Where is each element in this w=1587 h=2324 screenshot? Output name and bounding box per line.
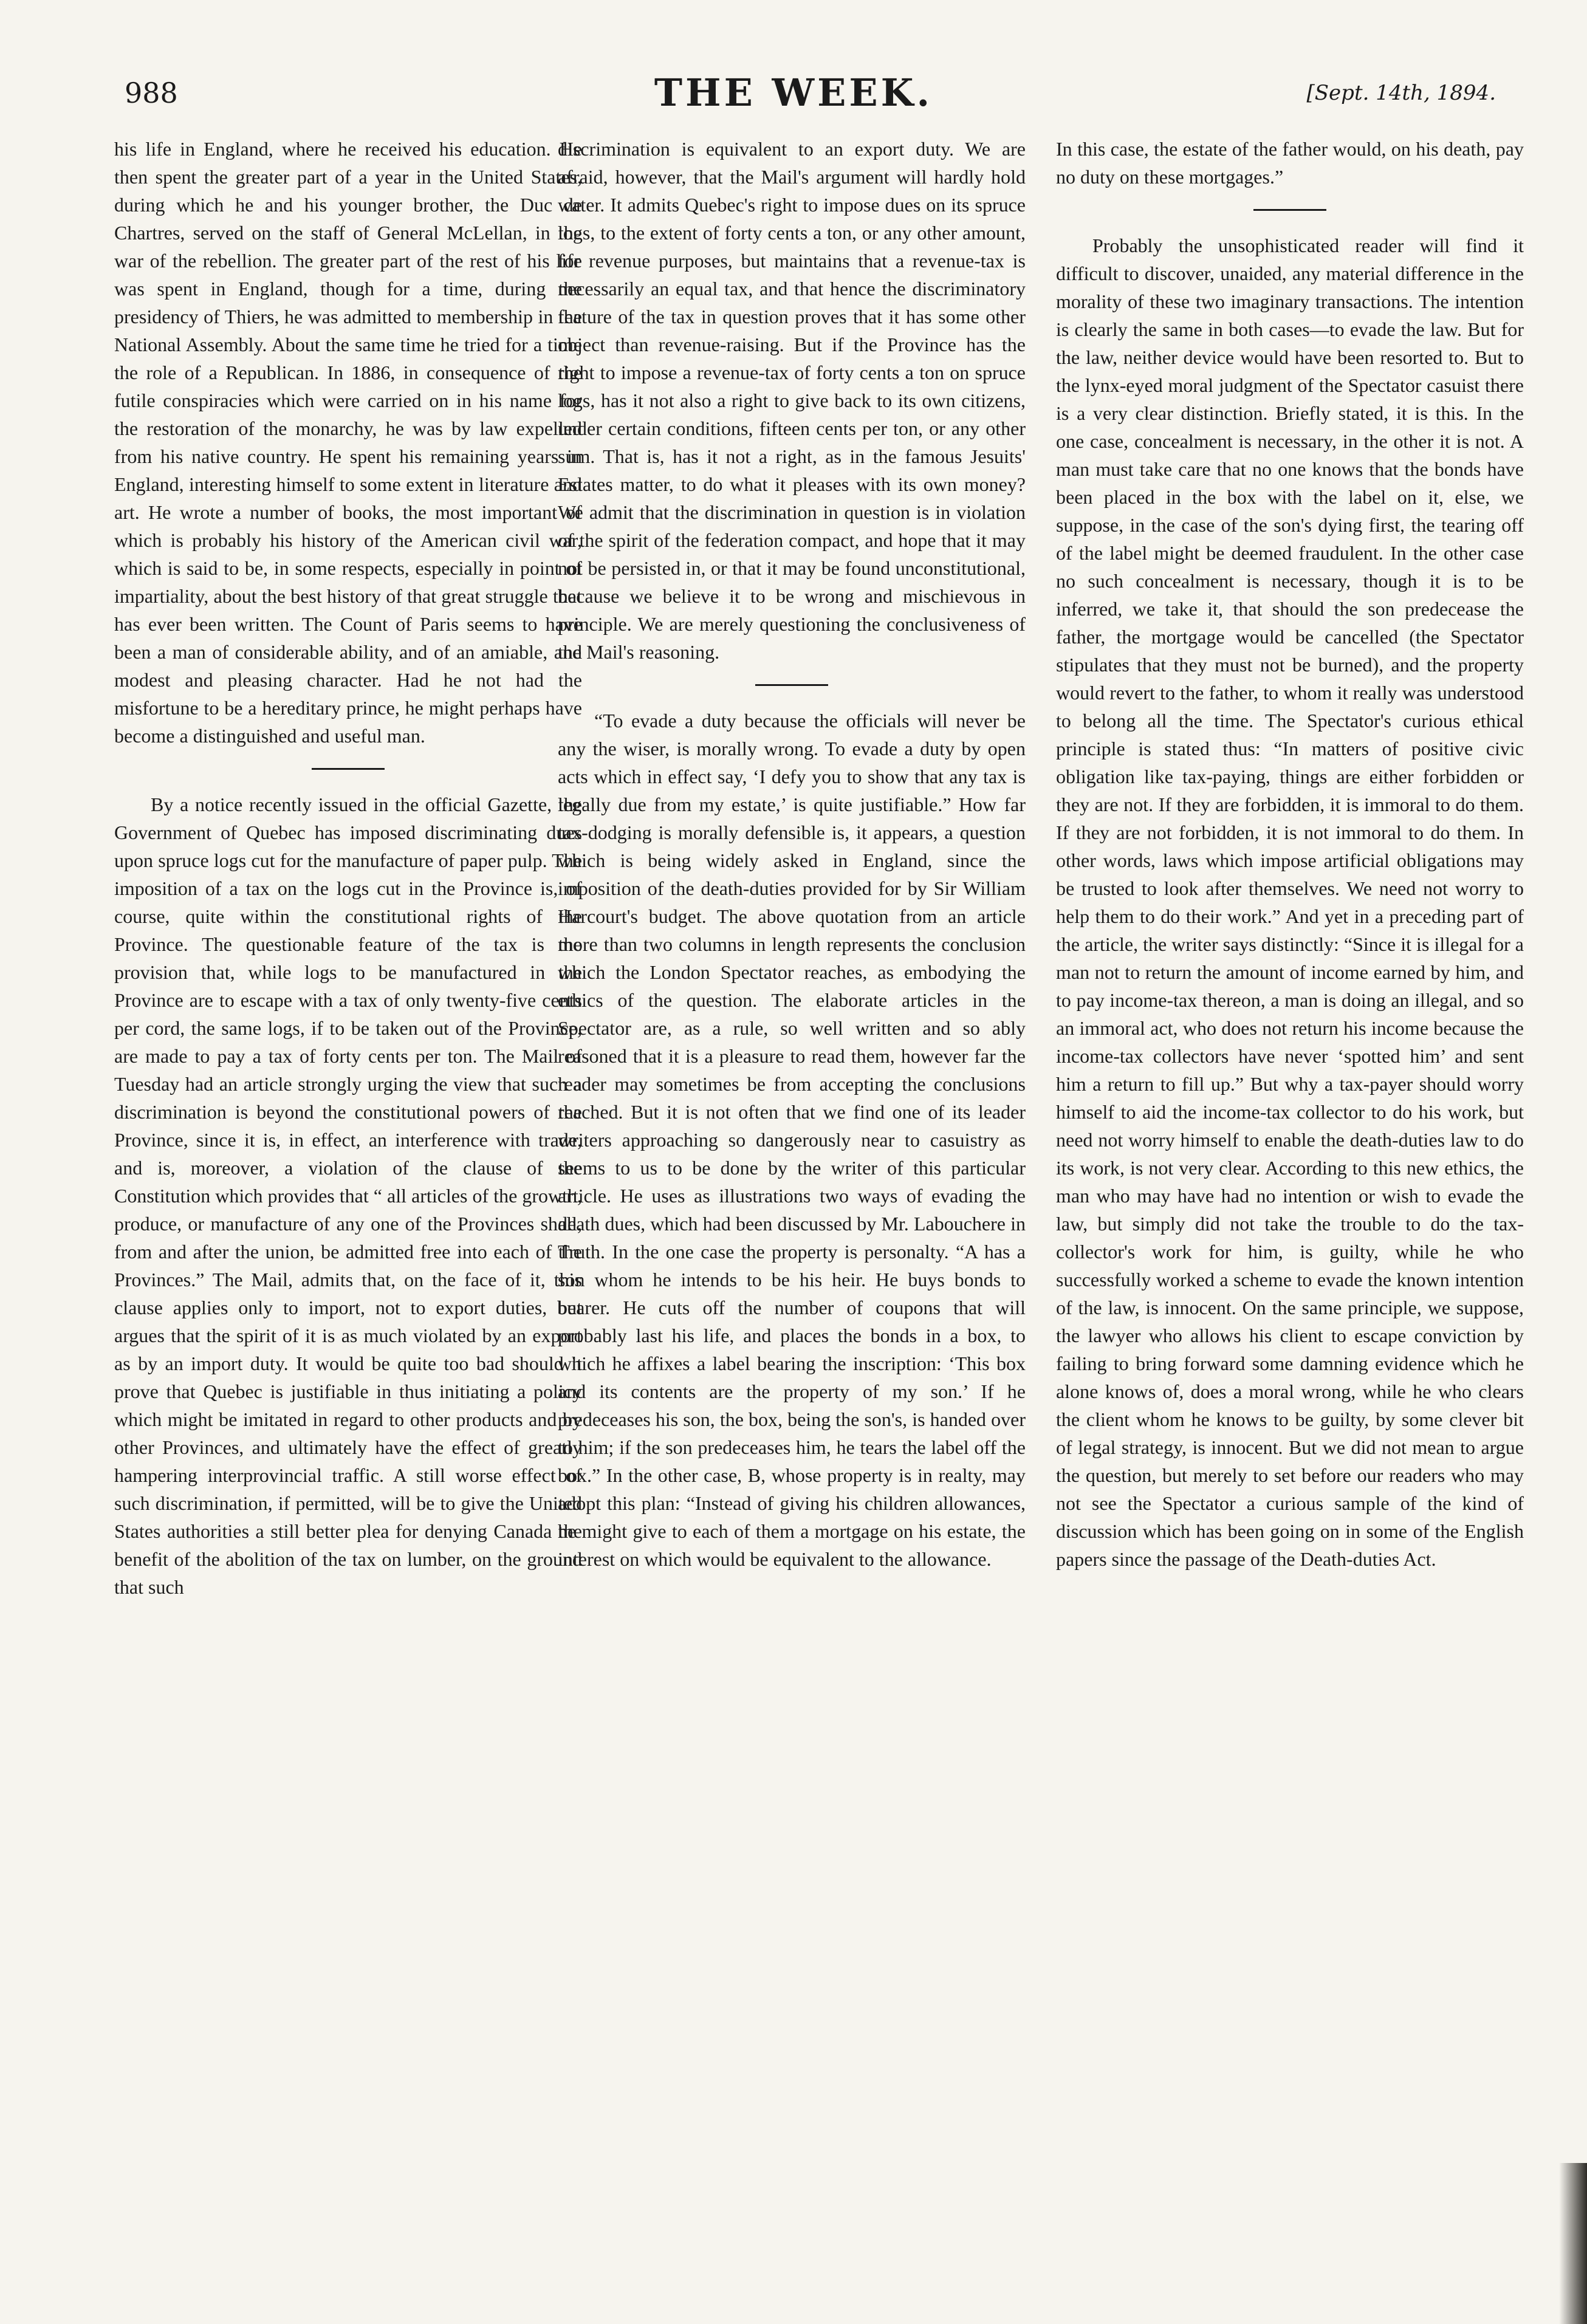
section-divider [755, 684, 828, 686]
page-number: 988 [125, 77, 178, 109]
column-1 [114, 135, 582, 2267]
paragraph-mortgage-quote-end: In this case, the estate of the father would, on his death, pay no duty on these mortgages.” [1056, 138, 1524, 188]
issue-date: [Sept. 14th, 1894. [1306, 81, 1496, 105]
paragraph-mail-argument: discrimination is equivalent to an export duty. We are afraid, however, that the Mail's argument will hardly hold water. It admits Quebec's right to impose dues on its spruce logs, to the extent of forty cents a ton, or any other amount, for revenue purposes, but maintains that a revenue-tax is necessarily an equal tax, and that hence the discriminatory feature of the tax in question proves that it has some other object than revenue-raising. But if the Province has the right to impose a revenue-tax of forty cents a ton on spruce logs, has it not also a right to give back to its own citizens, under certain conditions, fifteen cents per ton, or any other sum. That is, has it not a right, as in the famous Jesuits' Estates matter, to do what it pleases with its own money? We admit that the discrimination in question is in violation of the spirit of the federation compact, and hope that it may not be persisted in, or that it may be found unconstitutional, because we believe it to be wrong and mischievous in principle. We are merely questioning the conclusiveness of the Mail's reasoning. [558, 138, 1026, 663]
paragraph-tax-evasion: “To evade a duty because the officials will never be any the wiser, is morally wrong. To evade a duty by open acts which in effect say, ‘I defy you to show that any tax is legally due from my estate,’ is quite justifiable.” How far tax-dodging is morally defensible is, it appears, a question which is being widely asked in England, since the imposition of the death-duties provided for by Sir William Harcourt's budget. The above quotation from an article more than two columns in length represents the conclusion which the London Spectator reaches, as embodying the ethics of the question. The elaborate articles in the Spectator are, as a rule, so well written and so ably reasoned that it is a pleasure to read them, however far the reader may sometimes be from accepting the conclusions reached. But it is not often that we find one of its leader writers approaching so dangerously near to casuistry as seems to us to be done by the writer of this particular article. He uses as illustrations two ways of evading the death dues, which had been discussed by Mr. Labouchere in Truth. In the one case the property is personalty. “A has a son whom he intends to be his heir. He buys bonds to bearer. He cuts off the number of coupons that will probably last his life, and places the bonds in a box, to which he affixes a label bearing the inscription: ‘This box and its contents are the property of my son.’ If he predeceases his son, the box, being the son's, is handed over to him; if the son predeceases him, he tears the label off the box.” In the other case, B, whose property is in realty, may adopt this plan: “Instead of giving his children allowances, he might give to each of them a mortgage on his estate, the interest on which would be equivalent to the allowance. [558, 710, 1026, 1570]
section-divider [1253, 209, 1326, 211]
paragraph-quebec-dues: By a notice recently issued in the official Gazette, the Government of Quebec has imposed discriminating dues upon spruce logs cut for the manufacture of paper pulp. The imposition of a tax on the logs cut in the Province is, of course, quite within the constitutional rights of the Province. The questionable feature of the tax is the provision that, while logs to be manufactured in the Province are to escape with a tax of only twenty-five cents per cord, the same logs, if to be taken out of the Province, are made to pay a tax of forty cents per ton. The Mail of Tuesday had an article strongly urging the view that such a discrimination is beyond the constitutional powers of the Province, since it is, in effect, an interference with trade, and is, moreover, a violation of the clause of the Constitution which provides that “ all articles of the growth, produce, or manufacture of any one of the Provinces shall, from and after the union, be admitted free into each of the Provinces.” The Mail, admits that, on the face of it, this clause applies only to import, not to export duties, but argues that the spirit of it is as much violated by an export as by an import duty. It would be quite too bad should it prove that Quebec is justifiable in thus initiating a policy which might be imitated in regard to other products and by other Provinces, and ultimately have the effect of greatly hampering interprovincial traffic. A still worse effect of such discrimination, if permitted, will be to give the United States authorities a still better plea for denying Canada the benefit of the abolition of the tax on lumber, on the ground that such [114, 794, 582, 1598]
column-2 [558, 135, 1026, 2267]
column-3 [1056, 135, 1524, 2267]
section-divider [312, 768, 385, 770]
page-edge-shadow [1559, 2163, 1587, 2324]
paragraph-spectator-ethics: Probably the unsophisticated reader will find it difficult to discover, unaided, any material difference in the morality of these two imaginary transactions. The intention is clearly the same in both cases—to evade the law. But for the law, neither device would have been resorted to. But to the lynx-eyed moral judgment of the Spectator casuist there is a very clear distinction. Briefly stated, it is this. In the one case, concealment is necessary, in the other it is not. A man must take care that no one knows that the bonds have been placed in the box with the label on it, else, we suppose, in the case of the son's dying first, the tearing off of the label might be deemed fraudulent. In the other case no such concealment is necessary, though it is to be inferred, we take it, that should the son predecease the father, the mortgage would be cancelled (the Spectator stipulates that they must not be burned), and the property would revert to the father, to whom it really was understood to belong all the time. The Spectator's curious ethical principle is stated thus: “In matters of positive civic obligation like tax-paying, things are either forbidden or they are not. If they are forbidden, it is immoral to do them. If they are not forbidden, it is not immoral to do them. In other words, laws which impose artificial obligations may be trusted to look after themselves. We need not worry to help them to do their work.” And yet in a preceding part of the article, the writer says distinctly: “Since it is illegal for a man not to return the amount of income earned by him, and to pay income-tax thereon, a man is doing an illegal, and so an immoral act, who does not return his income because the income-tax collectors have never ‘spotted him’ and sent him a return to fill up.” But why a tax-payer should worry himself to aid the income-tax collector to do his work, but need not worry himself to enable the death-duties law to do its work, is not very clear. According to this new ethics, the man who may have had no intention or wish to evade the law, but simply did not take the trouble to do the tax-collector's work for him, is guilty, while he who successfully worked a scheme to evade the known intention of the law, is innocent. On the same principle, we suppose, the lawyer who allows his client to escape conviction by failing to bring forward some damning evidence which he alone knows of, does a moral wrong, while he who clears the client whom he knows to be guilty, by some clever bit of legal strategy, is innocent. But we did not mean to argue the question, but merely to set before our readers who may not see the Spectator a curious sample of the kind of discussion which has been going on in some of the English papers since the passage of the Death-duties Act. [1056, 235, 1524, 1570]
masthead-title: THE WEEK. [654, 70, 933, 115]
paragraph-count-of-paris: his life in England, where he received his education. He then spent the greater part of a year in the United States, during which he and his younger brother, the Duc de Chartres, served on the staff of General McLellan, in the war of the rebellion. The greater part of the rest of his life was spent in England, though for a time, during the presidency of Thiers, he was admitted to membership in the National Assembly. About the same time he tried for a time the role of a Republican. In 1886, in consequence of the futile conspiracies which were carried on in his name for the restoration of the monarchy, he was by law expelled from his native country. He spent his remaining years in England, interesting himself to some extent in literature and art. He wrote a number of books, the most important of which is probably his history of the American civil war, which is said to be, in some respects, especially in point of impartiality, about the best history of that great struggle that has ever been written. The Count of Paris seems to have been a man of considerable ability, and of an amiable, and modest and pleasing character. Had he not had the misfortune to be a hereditary prince, he might perhaps have become a distinguished and useful man. [114, 138, 582, 747]
